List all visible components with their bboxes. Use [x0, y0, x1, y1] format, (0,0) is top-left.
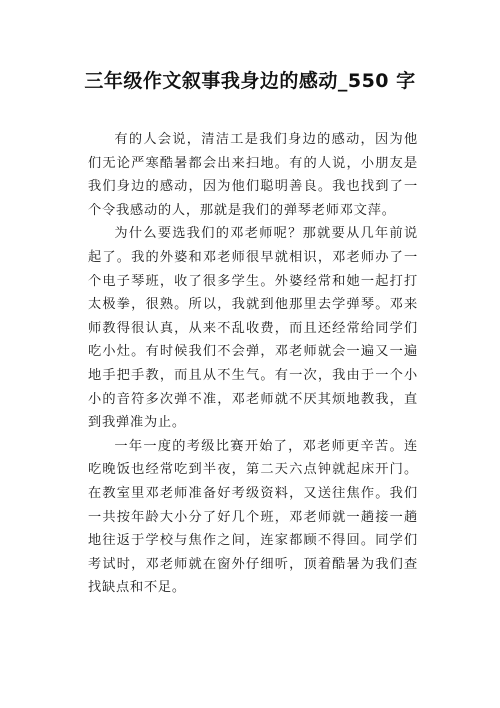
document-body	[88, 128, 418, 600]
paragraph: 为什么要选我们的邓老师呢？那就要从几年前说起了。我的外婆和邓老师很早就相识，邓老师办了一个电子琴班，收了很多学生。外婆经常和她一起打打太极拳，很熟。所以，我就到他那里去学弹琴。邓来师教得很认真，从来不乱收费，而且还经常给同学们吃小灶。有时候我们不会弹，邓老师就会一遍又一遍地手把手教，而且从不生气。有一次，我由于一个小小的音符多次弹不准，邓老师就不厌其烦地教我，直到我弹准为止。	[88, 226, 418, 431]
paragraph: 有的人会说，清洁工是我们身边的感动，因为他们无论严寒酷暑都会出来扫地。有的人说，小朋友是我们身边的感动，因为他们聪明善良。我也找到了一个令我感动的人，那就是我们的弹琴老师邓文萍。	[88, 132, 418, 218]
document-title: 三年级作文叙事我身边的感动_550 字	[84, 70, 416, 92]
paragraph: 一年一度的考级比赛开始了，邓老师更辛苦。连吃晚饭也经常吃到半夜，第二天六点钟就起床开门。在教室里邓老师准备好考级资料，又送往焦作。我们一共按年龄大小分了好几个班，邓老师就一趟接一趟地往返于学校与焦作之间，连家都顾不得回。同学们考试时，邓老师就在窗外仔细听，顶着酷暑为我们查找缺点和不足。	[88, 438, 418, 596]
